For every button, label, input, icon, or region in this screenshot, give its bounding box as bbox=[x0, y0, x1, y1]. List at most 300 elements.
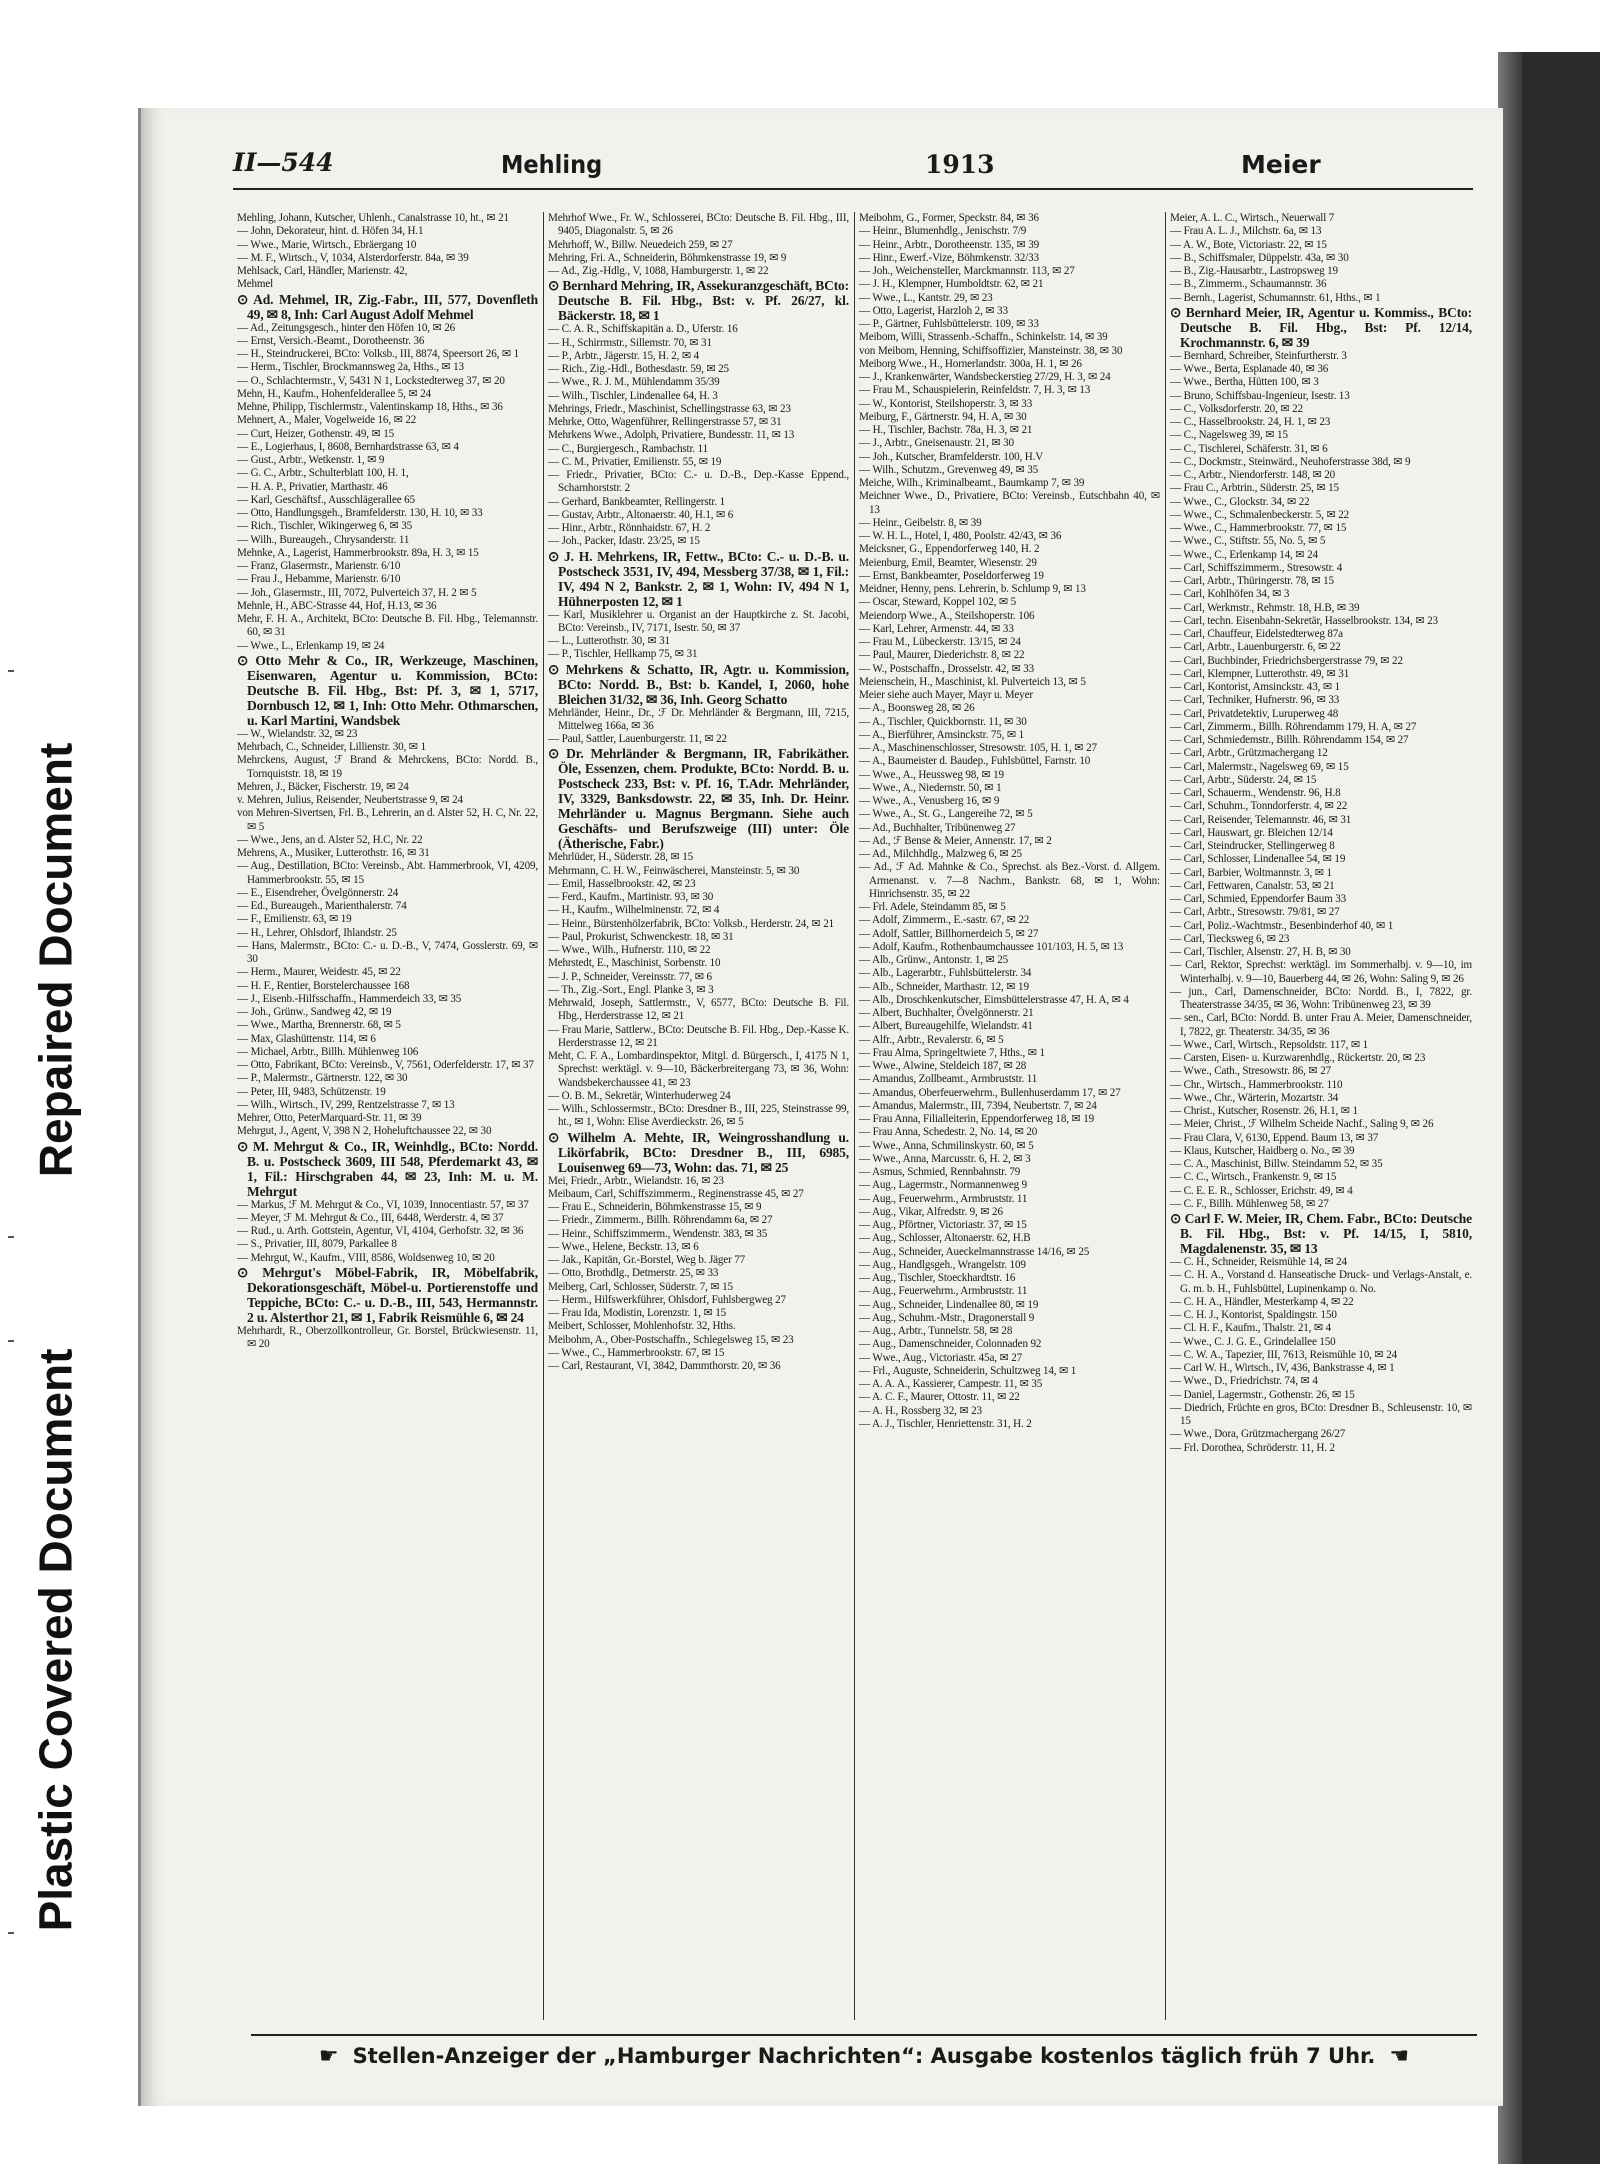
directory-entry: — Aug., Schneider, Lindenallee 80, ✉ 19 bbox=[859, 1298, 1039, 1311]
directory-entry: — Carl, Schiffszimmerm., Stresowstr. 4 bbox=[1170, 561, 1343, 574]
directory-entry: — Carl, Barbier, Woltmannstr. 3, ✉ 1 bbox=[1170, 866, 1332, 879]
directory-entry: — Frl., Auguste, Schneiderin, Schultzweg 14, ✉ 1 bbox=[859, 1364, 1077, 1377]
directory-entry: Mei, Friedr., Arbtr., Wielandstr. 16, ✉ 23 bbox=[548, 1174, 724, 1187]
directory-entry: — Diedrich, Früchte en gros, BCto: Dresdner B., Schleusenstr. 10, ✉ 15 bbox=[1170, 1401, 1472, 1427]
directory-entry: — Frl. Adele, Steindamm 85, ✉ 5 bbox=[859, 901, 1006, 913]
directory-entry: — Markus, ℱ M. Mehrgut & Co., VI, 1039, Innocentiastr. 57, ✉ 37 bbox=[237, 1198, 529, 1211]
directory-entry: — C. H., Schneider, Reismühle 14, ✉ 24 bbox=[1170, 1256, 1347, 1268]
directory-entry: Meiberg, Carl, Schlosser, Süderstr. 7, ✉ 15 bbox=[548, 1280, 733, 1293]
directory-entry: — Wwe., A., Heussweg 98, ✉ 19 bbox=[859, 768, 1004, 781]
directory-entry: Mehrckens, August, ℱ Brand & Mehrckens, BCto: Nordd. B., Tornquiststr. 18, ✉ 19 bbox=[237, 754, 538, 780]
directory-entry: — Wwe., C., Schmalenbeckerstr. 5, ✉ 22 bbox=[1170, 508, 1350, 521]
directory-entry: — Meyer, ℱ M. Mehrgut & Co., III, 6448, Werderstr. 4, ✉ 37 bbox=[237, 1211, 504, 1224]
directory-entry: Mehrwald, Joseph, Sattlermstr., V, 6577, BCto: Deutsche B. Fil. Hbg., Herderstrasse 12, ✉ 21 bbox=[548, 997, 849, 1023]
directory-entry: — C. F., Billh. Mühlenweg 58, ✉ 27 bbox=[1170, 1197, 1329, 1210]
directory-entry: — Adolf, Zimmerm., E.-sastr. 67, ✉ 22 bbox=[859, 914, 1030, 927]
directory-entry: Meienschein, H., Maschinist, kl. Pulverteich 13, ✉ 5 bbox=[859, 675, 1086, 688]
directory-entry: — C. M., Privatier, Emilienstr. 55, ✉ 19 bbox=[548, 455, 722, 468]
directory-entry: ⊙ Mehrgut's Möbel-Fabrik, IR, Möbelfabrik, Dekorationsgeschäft, Möbel-u. Portierenstoffe und Teppiche, BCto: C.- u. D.-B., III, 543, Hermannstr. 2 u. Alsterthor 21, ✉ 1, Fabrik Reismühle 6, ✉ 24 bbox=[237, 1264, 538, 1325]
pointing-hand-icon: ☛ bbox=[318, 2043, 339, 2069]
directory-entry: — C., Burgiergesch., Rambachstr. 11 bbox=[548, 442, 709, 455]
directory-entry: — Bruno, Schiffsbau-Ingenieur, Isestr. 13 bbox=[1170, 389, 1350, 402]
directory-entry: — Aug., Pförtner, Victoriastr. 37, ✉ 15 bbox=[859, 1219, 1027, 1231]
directory-entry: Meibaum, Carl, Schiffszimmerm., Reginenstrasse 45, ✉ 27 bbox=[548, 1187, 804, 1200]
directory-entry: — A. A. A., Kassierer, Campestr. 11, ✉ 35 bbox=[859, 1378, 1043, 1390]
directory-entry: — Carl, Chauffeur, Eidelstedterweg 87a bbox=[1170, 628, 1343, 640]
directory-entry: — Friedr., Privatier, BCto: C.- u. D.-B., Dep.-Kasse Eppend., Scharnhorststr. 2 bbox=[548, 469, 849, 495]
directory-entry: — P., Gärtner, Fuhlsbüttelerstr. 109, ✉ 33 bbox=[859, 318, 1039, 330]
directory-entry: — Hinr., Ewerf.-Vize, Böhmkenstr. 32/33 bbox=[859, 251, 1039, 264]
directory-entry: — Otto, Handlungsgeh., Bramfelderstr. 130, H. 10, ✉ 33 bbox=[237, 507, 483, 519]
directory-entry: — Peter, III, 9483, Schützenstr. 19 bbox=[237, 1085, 386, 1098]
directory-entry: — C. H. J., Kontorist, Spaldingstr. 150 bbox=[1170, 1309, 1337, 1321]
directory-entry: — C. E. E. R., Schlosser, Erichstr. 49, ✉ 4 bbox=[1170, 1184, 1353, 1197]
directory-entry: Mehn, H., Kaufm., Hohenfelderallee 5, ✉ 24 bbox=[237, 387, 431, 400]
directory-entry: Meibohm, A., Ober-Postschaffn., Schlegelsweg 15, ✉ 23 bbox=[548, 1333, 794, 1346]
tick-mark bbox=[8, 1236, 14, 1238]
directory-entry: — Wwe., C., Hammerbrookstr. 77, ✉ 15 bbox=[1170, 522, 1347, 534]
directory-entry: — Albert, Buchhalter, Övelgönnerstr. 21 bbox=[859, 1007, 1034, 1019]
directory-entry: — Paul, Sattler, Lauenburgerstr. 11, ✉ 22 bbox=[548, 733, 727, 745]
directory-entry: — Wwe., D., Friedrichstr. 74, ✉ 4 bbox=[1170, 1375, 1318, 1388]
directory-entry: Mehnert, A., Maler, Vogelweide 16, ✉ 22 bbox=[237, 414, 417, 427]
directory-entry: — Carl, Techniker, Hufnerstr. 96, ✉ 33 bbox=[1170, 694, 1340, 707]
directory-entry: — Alfr., Arbtr., Revalerstr. 6, ✉ 5 bbox=[859, 1033, 1004, 1046]
directory-entry: — Max, Glashüttenstr. 114, ✉ 6 bbox=[237, 1032, 376, 1045]
pointing-hand-icon: ☚ bbox=[1389, 2043, 1410, 2069]
directory-entry: — O., Schlachtermstr., V, 5431 N 1, Lockstedterweg 37, ✉ 20 bbox=[237, 374, 505, 387]
directory-entry: — Aug., Arbtr., Tunnelstr. 58, ✉ 28 bbox=[859, 1325, 1013, 1337]
directory-entry: — Ad., Milchhdlg., Malzweg 6, ✉ 25 bbox=[859, 848, 1022, 860]
directory-entry: — Carsten, Eisen- u. Kurzwarenhdlg., Rückertstr. 20, ✉ 23 bbox=[1170, 1052, 1426, 1064]
directory-column-2 bbox=[544, 212, 855, 2020]
directory-entry: — Carl, Restaurant, VI, 3842, Dammthorstr. 20, ✉ 36 bbox=[548, 1360, 781, 1372]
directory-entry: — A. J., Tischler, Henriettenstr. 31, H. 2 bbox=[859, 1417, 1032, 1430]
directory-entry: — Carl, Arbtr., Grützmachergang 12 bbox=[1170, 747, 1328, 760]
directory-entry: — Alb., Schneider, Marthastr. 12, ✉ 19 bbox=[859, 980, 1029, 993]
directory-entry: ⊙ Ad. Mehmel, IR, Zig.-Fabr., III, 577, Dovenfleth 49, ✉ 8, Inh: Carl August Adolf Mehmel bbox=[237, 291, 538, 322]
directory-entry: — J. H., Klempner, Humboldtstr. 62, ✉ 21 bbox=[859, 278, 1044, 291]
directory-entry: — Wwe., C., Erlenkamp 14, ✉ 24 bbox=[1170, 548, 1318, 561]
directory-entry: — Gust., Arbtr., Wetkenstr. 1, ✉ 9 bbox=[237, 454, 385, 466]
page-number: II—544 bbox=[233, 148, 334, 177]
directory-entry: — Wwe., L., Kantstr. 29, ✉ 23 bbox=[859, 291, 993, 304]
directory-entry: — Wwe., C., Glockstr. 34, ✉ 22 bbox=[1170, 495, 1310, 508]
directory-entry: — Carl, Schlosser, Lindenallee 54, ✉ 19 bbox=[1170, 853, 1346, 866]
directory-entry: — W., Kontorist, Steilshoperstr. 3, ✉ 33 bbox=[859, 397, 1033, 410]
directory-entry: — A., Boonsweg 28, ✉ 26 bbox=[859, 702, 975, 715]
directory-entry: — Frau M., Lübeckerstr. 13/15, ✉ 24 bbox=[859, 636, 1021, 648]
directory-entry: — Bernh., Lagerist, Schumannstr. 61, Hths., ✉ 1 bbox=[1170, 291, 1381, 304]
directory-entry: — Carl, Arbtr., Thüringerstr. 78, ✉ 15 bbox=[1170, 575, 1334, 587]
directory-entry: — W., Wielandstr. 32, ✉ 23 bbox=[237, 727, 358, 740]
directory-entry: — Frau Alma, Springeltwiete 7, Hths., ✉ 1 bbox=[859, 1046, 1045, 1059]
directory-entry: — Ad., Buchhalter, Tribünenweg 27 bbox=[859, 821, 1016, 834]
directory-entry: Mehrhof Wwe., Fr. W., Schlosserei, BCto: Deutsche B. Fil. Hbg., III, 9405, Diagonalstr. 5, ✉ 26 bbox=[548, 212, 849, 238]
directory-entry: — Albert, Bureaugehilfe, Wielandstr. 41 bbox=[859, 1020, 1033, 1033]
directory-entry: — Aug., Lagermstr., Normannenweg 9 bbox=[859, 1179, 1028, 1192]
directory-entry: von Mehren-Sivertsen, Frl. B., Lehrerin, an d. Alster 52, H. C, Nr. 22, ✉ 5 bbox=[237, 807, 538, 833]
directory-entry: — Wilh., Tischler, Lindenallee 64, H. 3 bbox=[548, 389, 718, 402]
directory-entry: — Otto, Brothdlg., Detmerstr. 25, ✉ 33 bbox=[548, 1267, 719, 1280]
directory-entry: — Carl, Zimmerm., Billh. Röhrendamm 179, H. A, ✉ 27 bbox=[1170, 720, 1417, 733]
directory-entry: — Wilh., Bureaugeh., Chrysanderstr. 11 bbox=[237, 533, 410, 546]
directory-entry: — Chr., Wirtsch., Hammerbrookstr. 110 bbox=[1170, 1078, 1343, 1091]
directory-entry: — O. B. M., Sekretär, Winterhuderweg 24 bbox=[548, 1089, 731, 1102]
directory-entry: — C., Hasselbrookstr. 24, H. 1, ✉ 23 bbox=[1170, 416, 1331, 428]
directory-entry: Mehrens, A., Musiker, Lutterothstr. 16, ✉ 31 bbox=[237, 847, 430, 859]
directory-entry: — P., Malermstr., Gärtnerstr. 122, ✉ 30 bbox=[237, 1072, 408, 1085]
directory-entry: — Frau Marie, Sattlerw., BCto: Deutsche B. Fil. Hbg., Dep.-Kasse K. Herderstrasse 12, ✉ 21 bbox=[548, 1023, 849, 1049]
directory-entry: — Emil, Hasselbrookstr. 42, ✉ 23 bbox=[548, 877, 696, 890]
directory-entry: — Rich., Tischler, Wikingerweg 6, ✉ 35 bbox=[237, 520, 413, 533]
directory-entry: — Wwe., C., Hammerbrookstr. 67, ✉ 15 bbox=[548, 1346, 725, 1359]
directory-entry: — Carl, Arbtr., Süderstr. 24, ✉ 15 bbox=[1170, 773, 1317, 786]
directory-entry: — Wilh., Schlossermstr., BCto: Dresdner B., III, 225, Steinstrasse 99, ht., ✉ 1, Wohn: Elise Averdieckstr. 26, ✉ 5 bbox=[548, 1103, 849, 1129]
directory-entry: — Daniel, Lagermstr., Gothenstr. 26, ✉ 15 bbox=[1170, 1388, 1355, 1401]
directory-entry: — Adolf, Kaufm., Rothenbaumchaussee 101/103, H. 5, ✉ 13 bbox=[859, 940, 1124, 953]
directory-entry: — C., Dockmstr., Steinwärd., Neuhoferstrasse 38d, ✉ 9 bbox=[1170, 455, 1411, 468]
directory-entry: — C., Nagelsweg 39, ✉ 15 bbox=[1170, 429, 1288, 442]
directory-entry: — H., Steindruckerei, BCto: Volksb., III, 8874, Speersort 26, ✉ 1 bbox=[237, 348, 520, 360]
directory-entry: — Karl, Musiklehrer u. Organist an der Hauptkirche z. St. Jacobi, BCto: Vereinsb., IV, 7171, Isestr. 50, ✉ 37 bbox=[548, 608, 849, 634]
directory-entry: — Herm., Tischler, Brockmannsweg 2a, Hths., ✉ 13 bbox=[237, 361, 464, 374]
directory-entry: Mehrhardt, R., Oberzollkontrolleur, Gr. Borstel, Brückwiesenstr. 11, ✉ 20 bbox=[237, 1324, 538, 1350]
directory-entry: — Adolf, Sattler, Billhornerdeich 5, ✉ 27 bbox=[859, 927, 1039, 940]
directory-columns bbox=[233, 212, 1477, 2020]
directory-entry: Mehling, Johann, Kutscher, Uhlenh., Canalstrasse 10, ht., ✉ 21 bbox=[237, 212, 509, 224]
directory-entry: Mehrke, Otto, Wagenführer, Rellingerstrasse 57, ✉ 31 bbox=[548, 416, 782, 428]
directory-entry: Meiburg, F., Gärtnerstr. 94, H. A, ✉ 30 bbox=[859, 410, 1027, 423]
directory-entry: — Frau Anna, Filialleiterin, Eppendorferweg 18, ✉ 19 bbox=[859, 1113, 1095, 1125]
directory-entry: — Heinr., Arbtr., Dorotheenstr. 135, ✉ 39 bbox=[859, 238, 1040, 251]
directory-entry: — H. A. P., Privatier, Marthastr. 46 bbox=[237, 480, 388, 493]
directory-entry: — H., Kaufm., Wilhelminenstr. 72, ✉ 4 bbox=[548, 904, 720, 917]
directory-entry: — Aug., Vikar, Alfredstr. 9, ✉ 26 bbox=[859, 1205, 1003, 1218]
directory-entry: — Wwe., A., Niedernstr. 50, ✉ 1 bbox=[859, 781, 1002, 794]
directory-entry: — A. W., Bote, Victoriastr. 22, ✉ 15 bbox=[1170, 238, 1327, 251]
directory-entry: — Rich., Zig.-Hdl., Bothesdastr. 59, ✉ 25 bbox=[548, 363, 729, 375]
directory-entry: — Wwe., Helene, Beckstr. 13, ✉ 6 bbox=[548, 1240, 699, 1253]
directory-entry: — Carl, Werkmstr., Rehmstr. 18, H.B, ✉ 39 bbox=[1170, 601, 1360, 614]
directory-entry: Mehmel bbox=[237, 278, 274, 291]
directory-entry: — Mehrgut, W., Kaufm., VIII, 8586, Woldsenweg 10, ✉ 20 bbox=[237, 1251, 495, 1264]
repaired-document-text: Repaired Document bbox=[29, 742, 81, 1178]
directory-entry: ⊙ Bernhard Meier, IR, Agentur u. Kommiss., BCto: Deutsche B. Fil. Hbg., Bst: Pf. 12/14, Krochmannstr. 6, ✉ 39 bbox=[1170, 304, 1472, 350]
directory-entry: — Wwe., Chr., Wärterin, Mozartstr. 34 bbox=[1170, 1091, 1339, 1104]
directory-entry: — Aug., Handlgsgeh., Wrangelstr. 109 bbox=[859, 1258, 1026, 1271]
directory-entry: — Heinr., Schiffszimmerm., Wendenstr. 383, ✉ 35 bbox=[548, 1227, 768, 1240]
directory-entry: — C. W. A., Tapezier, III, 7613, Reismühle 10, ✉ 24 bbox=[1170, 1348, 1397, 1361]
directory-entry: — Carl, Rektor, Sprechst: werktägl. im Sommerhalbj. v. 9—10, im Winterhalbj. v. 9—10, Bauerberg 44, ✉ 26, Wohn: Saling 9, ✉ 26 bbox=[1170, 959, 1472, 985]
directory-entry: — Frau E., Schneiderin, Böhmkenstrasse 15, ✉ 9 bbox=[548, 1201, 762, 1213]
directory-entry: — J., Krankenwärter, Wandsbeckerstieg 27/29, H. 3, ✉ 24 bbox=[859, 371, 1111, 383]
directory-entry: Meier, A. L. C., Wirtsch., Neuerwall 7 bbox=[1170, 212, 1335, 224]
directory-entry: — Otto, Fabrikant, BCto: Vereinsb., V, 7561, Oderfelderstr. 17, ✉ 37 bbox=[237, 1059, 534, 1071]
directory-entry: — S., Privatier, III, 8079, Parkallee 8 bbox=[237, 1238, 397, 1251]
directory-entry: — Wwe., A., St. G., Langereihe 72, ✉ 5 bbox=[859, 808, 1033, 821]
directory-entry: — Wwe., Carl, Wirtsch., Repsoldstr. 117, ✉ 1 bbox=[1170, 1038, 1369, 1051]
directory-entry: — C. H. A., Vorstand d. Hanseatische Druck- und Verlags-Anstalt, e. G. m. b. H., Fuhlsbüttel, Lupinenkamp o. No. bbox=[1170, 1269, 1472, 1295]
directory-entry: Meier siehe auch Mayer, Mayr u. Meyer bbox=[859, 689, 1033, 701]
directory-entry: — Wilh., Schutzm., Grevenweg 49, ✉ 35 bbox=[859, 463, 1039, 476]
directory-entry: — C. H. A., Händler, Mesterkamp 4, ✉ 22 bbox=[1170, 1295, 1354, 1308]
page-header bbox=[233, 148, 1473, 190]
directory-entry: — Carl, Hauswart, gr. Bleichen 12/14 bbox=[1170, 826, 1333, 839]
header-first-name: Mehling bbox=[501, 150, 603, 179]
directory-entry: Mehlsack, Carl, Händler, Marienstr. 42, bbox=[237, 265, 408, 277]
directory-entry: Meiendorp Wwe., A., Steilshoperstr. 106 bbox=[859, 609, 1035, 622]
directory-entry: Mehring, Fri. A., Schneiderin, Böhmkenstrasse 19, ✉ 9 bbox=[548, 251, 787, 264]
directory-entry: Meht, C. F. A., Lombardinspektor, Mitgl. d. Bürgersch., I, 4175 N 1, Sprechst: werktägl. v. 9—10, Bäckerbreitergang 73, ✉ 36, Wohn: Wandsbekerchaussee 41, ✉ 23 bbox=[548, 1050, 849, 1089]
directory-entry: — Joh., Packer, Idastr. 23/25, ✉ 15 bbox=[548, 535, 700, 548]
directory-entry: — A. H., Rossberg 32, ✉ 23 bbox=[859, 1404, 982, 1417]
directory-entry: — Carl, Reisender, Telemannstr. 46, ✉ 31 bbox=[1170, 813, 1352, 826]
directory-entry: — Carl, Malermstr., Nagelsweg 69, ✉ 15 bbox=[1170, 760, 1349, 773]
directory-entry: — Joh., Weichensteller, Marckmannstr. 113, ✉ 27 bbox=[859, 265, 1075, 277]
directory-entry: — jun., Carl, Damenschneider, BCto: Nordd. B., I, 7822, gr. Theaterstrasse 34/35, ✉ 36, Wohn: Tribünenweg 23, ✉ 39 bbox=[1170, 985, 1472, 1011]
directory-entry: — C., Volksdorferstr. 20, ✉ 22 bbox=[1170, 402, 1303, 415]
directory-entry: Meibohm, G., Former, Speckstr. 84, ✉ 36 bbox=[859, 212, 1039, 224]
directory-entry: — Jak., Kapitän, Gr.-Borstel, Weg b. Jäger 77 bbox=[548, 1254, 746, 1266]
tick-mark bbox=[8, 670, 14, 672]
directory-entry: — G. C., Arbtr., Schulterblatt 100, H. 1, bbox=[237, 467, 409, 480]
directory-entry: — Aug., Feuerwehrm., Armbruststr. 11 bbox=[859, 1285, 1028, 1298]
directory-entry: — Wwe., L., Erlenkamp 19, ✉ 24 bbox=[237, 639, 385, 652]
directory-entry: — E., Eisendreher, Övelgönnerstr. 24 bbox=[237, 886, 399, 899]
directory-entry: — J. P., Schneider, Vereinsstr. 77, ✉ 6 bbox=[548, 970, 712, 983]
directory-column-4 bbox=[1166, 212, 1477, 2020]
directory-entry: Mehnke, A., Lagerist, Hammerbrookstr. 89a, H. 3, ✉ 15 bbox=[237, 546, 479, 559]
directory-entry: — Ferd., Kaufm., Martinistr. 93, ✉ 30 bbox=[548, 891, 714, 903]
tick-mark bbox=[8, 1932, 14, 1934]
directory-entry: — Wwe., Jens, an d. Alster 52, H.C, Nr. 22 bbox=[237, 833, 423, 846]
directory-entry: — Klaus, Kutscher, Haidberg o. No., ✉ 39 bbox=[1170, 1144, 1355, 1157]
directory-entry: Mehrbach, C., Schneider, Lillienstr. 30, ✉ 1 bbox=[237, 741, 426, 753]
directory-entry: — Heinr., Geibelstr. 8, ✉ 39 bbox=[859, 516, 982, 529]
directory-entry: Mehrings, Friedr., Maschinist, Schellingstrasse 63, ✉ 23 bbox=[548, 402, 791, 415]
directory-entry: — H., Schirrmstr., Sillemstr. 70, ✉ 31 bbox=[548, 336, 712, 349]
directory-entry: — L., Lutterothstr. 30, ✉ 31 bbox=[548, 635, 670, 647]
directory-entry: v. Mehren, Julius, Reisender, Neubertstrasse 9, ✉ 24 bbox=[237, 794, 463, 806]
directory-entry: — Frau J., Hebamme, Marienstr. 6/10 bbox=[237, 573, 401, 586]
directory-entry: — Carl, Privatdetektiv, Luruperweg 48 bbox=[1170, 707, 1339, 720]
directory-entry: — Aug., Tischler, Stoeckhardtstr. 16 bbox=[859, 1272, 1016, 1284]
directory-entry: Mehr, F. H. A., Architekt, BCto: Deutsche B. Fil. Hbg., Telemannstr. 60, ✉ 31 bbox=[237, 613, 538, 639]
header-year: 1913 bbox=[925, 150, 995, 179]
directory-entry: — sen., Carl, BCto: Nordd. B. unter Frau A. Meier, Damenschneider, I, 7822, gr. Theaterstr. 34/35, ✉ 36 bbox=[1170, 1012, 1472, 1038]
directory-entry: — Carl, Steindrucker, Stellingerweg 8 bbox=[1170, 840, 1335, 852]
directory-entry: Mehren, J., Bäcker, Fischerstr. 19, ✉ 24 bbox=[237, 780, 409, 793]
directory-entry: — H., Lehrer, Ohlsdorf, Ihlandstr. 25 bbox=[237, 926, 397, 939]
directory-entry: — H., Tischler, Bachstr. 78a, H. 3, ✉ 21 bbox=[859, 424, 1033, 436]
directory-column-1 bbox=[233, 212, 544, 2020]
directory-entry: — C. A., Maschinist, Billw. Steindamm 52, ✉ 35 bbox=[1170, 1158, 1383, 1170]
directory-entry: — Ad., Zeitungsgesch., hinter den Höfen 10, ✉ 26 bbox=[237, 321, 456, 334]
directory-entry: — W., Postschaffn., Drosselstr. 42, ✉ 33 bbox=[859, 662, 1035, 675]
directory-entry: — A. C. F., Maurer, Ottostr. 11, ✉ 22 bbox=[859, 1391, 1020, 1404]
directory-entry: — Wwe., Wilh., Hufnerstr. 110, ✉ 22 bbox=[548, 944, 711, 956]
directory-entry: — Aug., Damenschneider, Colonnaden 92 bbox=[859, 1338, 1042, 1351]
directory-entry: Mehrländer, Heinr., Dr., ℱ Dr. Mehrländer & Bergmann, III, 7215, Mittelweg 166a, ✉ 36 bbox=[548, 706, 849, 732]
directory-entry: Meidner, Henny, pens. Lehrerin, b. Schlump 9, ✉ 13 bbox=[859, 583, 1086, 595]
directory-entry: — Aug., Destillation, BCto: Vereinsb., Abt. Hammerbrook, VI, 4209, Hammerbrookstr. 55, ✉ 15 bbox=[237, 860, 538, 886]
directory-entry: — Wwe., A., Venusberg 16, ✉ 9 bbox=[859, 795, 1000, 807]
directory-entry: — Carl W. H., Wirtsch., IV, 436, Bankstrasse 4, ✉ 1 bbox=[1170, 1362, 1395, 1374]
directory-entry: — P., Arbtr., Jägerstr. 15, H. 2, ✉ 4 bbox=[548, 349, 700, 362]
directory-entry: — Wwe., Marie, Wirtsch., Ebräergang 10 bbox=[237, 238, 417, 251]
directory-entry: — Carl, Schmiedemstr., Billh. Röhrendamm 154, ✉ 27 bbox=[1170, 734, 1409, 746]
directory-entry: — Carl, Kohlhöfen 34, ✉ 3 bbox=[1170, 588, 1290, 601]
directory-entry: — Wwe., R. J. M., Mühlendamm 35/39 bbox=[548, 376, 720, 389]
directory-entry: — Herm., Hilfswerkführer, Ohlsdorf, Fuhlsbergweg 27 bbox=[548, 1293, 786, 1306]
directory-entry: — Herm., Maurer, Weidestr. 45, ✉ 22 bbox=[237, 966, 401, 979]
directory-entry: Meienburg, Emil, Beamter, Wiesenstr. 29 bbox=[859, 556, 1037, 569]
directory-entry: — Ad., ℱ Ad. Mahnke & Co., Sprechst. als Bez.-Vorst. d. Allgem. Armenanst. v. 7—8 Nachm., Bankstr. 68, ✉ 1, Wohn: Hinrichsenstr. 35, ✉ 22 bbox=[859, 861, 1160, 900]
directory-entry: — Friedr., Zimmerm., Billh. Röhrendamm 6a, ✉ 27 bbox=[548, 1214, 773, 1227]
directory-entry: — Wwe., Anna, Schmilinskystr. 60, ✉ 5 bbox=[859, 1139, 1034, 1152]
directory-entry: — Wwe., Berta, Esplanade 40, ✉ 36 bbox=[1170, 363, 1329, 375]
directory-entry: — Wwe., Anna, Marcusstr. 6, H. 2, ✉ 3 bbox=[859, 1152, 1031, 1165]
directory-entry: — Carl, Schauerm., Wendenstr. 96, H.8 bbox=[1170, 787, 1341, 799]
directory-entry: — Wwe., Dora, Grützmachergang 26/27 bbox=[1170, 1428, 1346, 1441]
directory-entry: — Heinr., Bürstenhölzerfabrik, BCto: Volksb., Herderstr. 24, ✉ 21 bbox=[548, 917, 834, 930]
directory-entry: — Wwe., C. J. G. E., Grindelallee 150 bbox=[1170, 1335, 1336, 1348]
directory-entry: — Wwe., Cath., Stresowstr. 86, ✉ 27 bbox=[1170, 1065, 1331, 1078]
directory-entry: — J., Arbtr., Gneisenaustr. 21, ✉ 30 bbox=[859, 437, 1014, 450]
directory-entry: — Carl, Kontorist, Amsinckstr. 43, ✉ 1 bbox=[1170, 681, 1341, 693]
directory-entry: — Wilh., Wirtsch., IV, 299, Rentzelstrasse 7, ✉ 13 bbox=[237, 1098, 455, 1111]
directory-entry: — A., Tischler, Quickbornstr. 11, ✉ 30 bbox=[859, 715, 1027, 728]
directory-entry: — Rud., u. Arth. Gottstein, Agentur, VI, 4104, Gerhofstr. 32, ✉ 36 bbox=[237, 1225, 524, 1237]
directory-entry: — Hinr., Arbtr., Rönnhaidstr. 67, H. 2 bbox=[548, 522, 711, 534]
directory-entry: — Carl, Arbtr., Lauenburgerstr. 6, ✉ 22 bbox=[1170, 641, 1341, 654]
directory-entry: ⊙ Dr. Mehrländer & Bergmann, IR, Fabrikäther. Öle, Essenzen, chem. Produkte, BCto: Nordd. B. u. Postscheck 233, Bst: v. Pf. 16, T.Adr. Mehrländer, IV, 3329, Banksdowstr. 22, ✉ 35, Inh. Dr. Heinr. Mehrländer u. Magnus Bergmann. Siehe auch Geschäfts- und Berufszweige (III) unter: Öle (Ätherische, Fabr.) bbox=[548, 746, 849, 852]
directory-entry: ⊙ Carl F. W. Meier, IR, Chem. Fabr., BCto: Deutsche B. Fil. Hbg., Bst: v. Pf. 14/15, I, 5810, Magdalenenstr. 35, ✉ 13 bbox=[1170, 1211, 1472, 1256]
directory-entry: — Carl, Tiecksweg 6, ✉ 23 bbox=[1170, 932, 1290, 945]
directory-entry: — A., Baumeister d. Baudep., Fuhlsbüttel, Farnstr. 10 bbox=[859, 755, 1091, 768]
directory-entry: — Carl, Schmied, Eppendorfer Baum 33 bbox=[1170, 893, 1347, 905]
directory-entry: — Carl, techn. Eisenbahn-Sekretär, Hasselbrookstr. 134, ✉ 23 bbox=[1170, 614, 1438, 627]
directory-entry: — Bernhard, Schreiber, Steinfurtherstr. 3 bbox=[1170, 349, 1347, 362]
directory-entry: — Carl, Poliz.-Wachtmstr., Besenbinderhof 40, ✉ 1 bbox=[1170, 919, 1394, 932]
directory-entry: — Aug., Feuerwehrm., Armbruststr. 11 bbox=[859, 1192, 1028, 1205]
directory-entry: — Ernst, Bankbeamter, Poseldorferweg 19 bbox=[859, 569, 1044, 582]
repaired-document-label bbox=[0, 680, 110, 1240]
directory-entry: — Th., Zig.-Sort., Engl. Planke 3, ✉ 3 bbox=[548, 983, 714, 996]
header-last-name: Meier bbox=[1241, 150, 1321, 179]
directory-entry: Meicksner, G., Eppendorferweg 140, H. 2 bbox=[859, 543, 1040, 556]
directory-entry: Mehrhoff, W., Billw. Neuedeich 259, ✉ 27 bbox=[548, 238, 733, 251]
directory-entry: Meichner Wwe., D., Privatiere, BCto: Vereinsb., Eutschbahn 40, ✉ 13 bbox=[859, 490, 1160, 516]
directory-entry: — Wwe., C., Stiftstr. 55, No. 5, ✉ 5 bbox=[1170, 535, 1326, 548]
directory-entry: — Curt, Heizer, Gothenstr. 49, ✉ 15 bbox=[237, 427, 395, 440]
directory-entry: — Cl. H. F., Kaufm., Thalstr. 21, ✉ 4 bbox=[1170, 1322, 1332, 1335]
directory-entry: — John, Dekorateur, hint. d. Höfen 34, H.1 bbox=[237, 225, 424, 238]
page-footer bbox=[251, 2034, 1477, 2076]
directory-entry: — Meier, Christ., ℱ Wilhelm Scheide Nachf., Saling 9, ✉ 26 bbox=[1170, 1118, 1434, 1131]
directory-entry: — Asmus, Schmied, Rennbahnstr. 79 bbox=[859, 1166, 1021, 1178]
directory-entry: — Frau Clara, V, 6130, Eppend. Baum 13, ✉ 37 bbox=[1170, 1131, 1379, 1144]
directory-entry: — Carl, Arbtr., Stresowstr. 79/81, ✉ 27 bbox=[1170, 906, 1340, 919]
directory-entry: Mehrgut, J., Agent, V, 398 N 2, Hoheluftchaussee 22, ✉ 30 bbox=[237, 1125, 492, 1138]
tick-mark bbox=[8, 1340, 14, 1342]
directory-entry: — Ad., ℱ Bense & Meier, Annenstr. 17, ✉ 2 bbox=[859, 834, 1052, 847]
directory-entry: Mehrlüder, H., Süderstr. 28, ✉ 15 bbox=[548, 851, 694, 864]
directory-entry: ⊙ M. Mehrgut & Co., IR, Weinhdlg., BCto: Nordd. B. u. Postscheck 3609, III 548, Pferdemarkt 43, ✉ 1, Fil.: Hirschgraben 44, ✉ 23, Inh: M. u. M. Mehrgut bbox=[237, 1138, 538, 1199]
directory-entry: — Carl, Klempner, Lutterothstr. 49, ✉ 31 bbox=[1170, 667, 1350, 680]
plastic-covered-text: Plastic Covered Document bbox=[29, 1348, 81, 1932]
plastic-covered-label bbox=[0, 1350, 110, 1930]
directory-entry: Meibert, Schlosser, Mohlenhofstr. 32, Hths. bbox=[548, 1320, 736, 1333]
directory-entry: — Alb., Droschkenkutscher, Eimsbüttelerstrasse 47, H. A, ✉ 4 bbox=[859, 993, 1129, 1006]
directory-entry: — Gustav, Arbtr., Altonaerstr. 40, H.1, ✉ 6 bbox=[548, 508, 734, 521]
directory-entry: — Wwe., Aug., Victoriastr. 45a, ✉ 27 bbox=[859, 1351, 1023, 1364]
directory-entry: — J., Eisenb.-Hilfsschaffn., Hammerdeich 33, ✉ 35 bbox=[237, 992, 462, 1005]
directory-entry: — B., Zig.-Hausarbtr., Lastropsweg 19 bbox=[1170, 265, 1338, 277]
directory-entry: — Frau Ida, Modistin, Lorenzstr. 1, ✉ 15 bbox=[548, 1307, 727, 1319]
directory-column-3 bbox=[855, 212, 1166, 2020]
directory-entry: — Paul, Maurer, Diederichstr. 8, ✉ 22 bbox=[859, 649, 1025, 662]
directory-entry: — Franz, Glasermstr., Marienstr. 6/10 bbox=[237, 560, 401, 572]
directory-entry: — C. C., Wirtsch., Frankenstr. 9, ✉ 15 bbox=[1170, 1171, 1337, 1184]
directory-entry: — W. H. L., Hotel, I, 480, Poolstr. 42/43, ✉ 36 bbox=[859, 530, 1062, 542]
directory-entry: ⊙ Mehrkens & Schatto, IR, Agtr. u. Kommission, BCto: Nordd. B., Bst: b. Kandel, I, 2060, hohe Bleichen 31/32, ✉ 36, Inh. Georg Schatto bbox=[548, 661, 849, 707]
directory-entry: Mehrkens Wwe., Adolph, Privatiere, Bundesstr. 11, ✉ 13 bbox=[548, 429, 795, 442]
directory-entry: — Amandus, Oberfeuerwehrm., Bullenhuserdamm 17, ✉ 27 bbox=[859, 1086, 1121, 1099]
directory-entry: — Hans, Malermstr., BCto: C.- u. D.-B., V, 7474, Gosslerstr. 69, ✉ 30 bbox=[237, 939, 538, 965]
directory-entry: — B., Schiffsmaler, Düppelstr. 43a, ✉ 30 bbox=[1170, 251, 1349, 264]
directory-entry: — Otto, Lagerist, Harzloh 2, ✉ 33 bbox=[859, 304, 1008, 317]
directory-entry: — Frau M., Schauspielerin, Reinfeldstr. 7, H. 3, ✉ 13 bbox=[859, 384, 1091, 397]
directory-entry: Mehrmann, C. H. W., Feinwäscherei, Mansteinstr. 5, ✉ 30 bbox=[548, 864, 800, 877]
directory-entry: Meiche, Wilh., Kriminalbeamt., Baumkamp 7, ✉ 39 bbox=[859, 477, 1085, 489]
directory-entry: Mehrstedt, E., Maschinist, Sorbenstr. 10 bbox=[548, 957, 721, 970]
directory-entry: Meiborg Wwe., H., Hornerlandstr. 300a, H. 1, ✉ 26 bbox=[859, 357, 1082, 370]
directory-entry: Mehrer, Otto, PeterMarquard-Str. 11, ✉ 39 bbox=[237, 1112, 422, 1124]
directory-entry: — Carl, Buchbinder, Friedrichsbergerstrasse 79, ✉ 22 bbox=[1170, 654, 1403, 667]
directory-entry: — Joh., Kutscher, Bramfelderstr. 100, H.V bbox=[859, 450, 1044, 463]
directory-entry: — Ed., Bureaugeh., Marienthalerstr. 74 bbox=[237, 900, 407, 912]
directory-entry: — Gerhard, Bankbeamter, Rellingerstr. 1 bbox=[548, 495, 726, 508]
directory-entry: — Carl, Fettwaren, Canalstr. 53, ✉ 21 bbox=[1170, 879, 1335, 892]
directory-entry: — E., Logierhaus, I, 8608, Bernhardstrasse 63, ✉ 4 bbox=[237, 440, 459, 453]
directory-entry: Mehne, Philipp, Tischlermstr., Valentinskamp 18, Hths., ✉ 36 bbox=[237, 401, 503, 413]
directory-page bbox=[138, 108, 1503, 2106]
directory-entry: — A., Maschinenschlosser, Stresowstr. 105, H. 1, ✉ 27 bbox=[859, 742, 1097, 754]
directory-entry: — Oscar, Steward, Koppel 102, ✉ 5 bbox=[859, 596, 1017, 609]
directory-entry: — C., Tischlerei, Schäferstr. 31, ✉ 6 bbox=[1170, 442, 1328, 455]
directory-entry: Meibom, Willi, Strassenb.-Schaffn., Schinkelstr. 14, ✉ 39 bbox=[859, 331, 1108, 344]
directory-entry: — Ernst, Versich.-Beamt., Dorotheenstr. 36 bbox=[237, 334, 425, 347]
directory-entry: — A., Bierführer, Amsinckstr. 75, ✉ 1 bbox=[859, 728, 1025, 741]
directory-entry: ⊙ Otto Mehr & Co., IR, Werkzeuge, Maschinen, Eisenwaren, Agentur u. Kommission, BCto: Deutsche B. Fil. Hbg., Bst: Pf. 3, ✉ 1, 5717, Dornbusch 12, ✉ 1, Inh: Otto Mehr. Othmarschen, u. Karl Martini, Wandsbek bbox=[237, 652, 538, 728]
directory-entry: — Alb., Lagerarbtr., Fuhlsbüttelerstr. 34 bbox=[859, 967, 1032, 980]
directory-entry: — Wwe., Alwine, Steldeich 187, ✉ 28 bbox=[859, 1060, 1027, 1072]
directory-entry: Mehnle, H., ABC-Strasse 44, Hof, H.13, ✉ 36 bbox=[237, 599, 437, 612]
directory-entry: — Frau C., Arbtrin., Süderstr. 25, ✉ 15 bbox=[1170, 482, 1339, 495]
directory-entry: — Frau Anna, Schedestr. 2, No. 14, ✉ 20 bbox=[859, 1126, 1038, 1139]
footer-text: Stellen-Anzeiger der „Hamburger Nachrichten“: Ausgabe kostenlos täglich früh 7 Uhr. bbox=[352, 2044, 1376, 2068]
directory-entry: — F., Emilienstr. 63, ✉ 19 bbox=[237, 913, 352, 926]
directory-entry: — B., Zimmerm., Schaumannstr. 36 bbox=[1170, 278, 1327, 291]
directory-entry: — Karl, Lehrer, Armenstr. 44, ✉ 33 bbox=[859, 622, 1014, 635]
directory-entry: — Carl, Tischler, Alsenstr. 27, H. B, ✉ 30 bbox=[1170, 946, 1351, 958]
directory-entry: — Wwe., Bertha, Hütten 100, ✉ 3 bbox=[1170, 376, 1319, 389]
directory-entry: — P., Tischler, Hellkamp 75, ✉ 31 bbox=[548, 648, 698, 661]
directory-entry: — Christ., Kutscher, Rosenstr. 26, H.1, ✉ 1 bbox=[1170, 1105, 1358, 1117]
directory-entry: — H. F., Rentier, Borstelerchaussee 168 bbox=[237, 979, 410, 992]
